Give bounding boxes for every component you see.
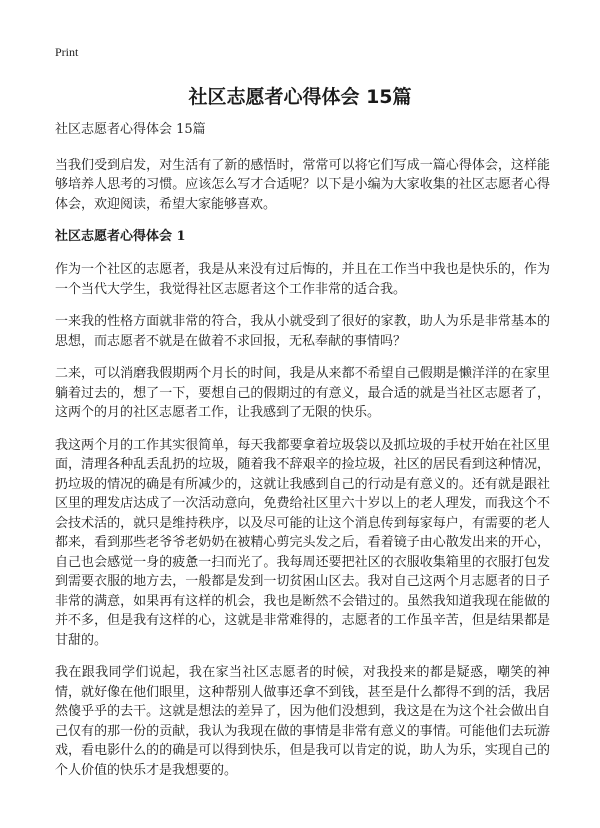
print-link[interactable]: Print (55, 45, 79, 59)
intro-paragraph: 当我们受到启发，对生活有了新的感悟时，常常可以将它们写成一篇心得体会，这样能够培养人思考的习惯。应该怎么写才合适呢？以下是小编为大家收集的社区志愿者心得体会，欢迎阅读，希望大家能够喜欢。 (55, 157, 550, 212)
paragraph: 我在跟我同学们说起，我在家当社区志愿者的时候，对我投来的都是疑惑，嘲笑的神情，就好像在他们眼里，这种帮别人做事还拿不到钱，甚至是什么都得不到的活，我居然傻乎乎的去干。这就是想法的差异了，因为他们没想到，我这是在为这个社会做出自己仅有的那一份的贡献，我认为我现在做的事情是非常有意义的事情。可能他们去玩游戏，看电影什么的的确是可以得到快乐，但是我可以肯定的说，助人为乐，实现自己的个人价值的快乐才是我想要的。 (55, 665, 550, 778)
article-body (55, 120, 550, 793)
page-title: 社区志愿者心得体会 15篇 (188, 86, 412, 108)
article-subtitle: 社区志愿者心得体会 15篇 (55, 122, 206, 137)
section-heading: 社区志愿者心得体会 1 (55, 229, 186, 244)
paragraph: 一来我的性格方面就非常的符合，我从小就受到了很好的家教，助人为乐是非常基本的思想，而志愿者不就是在做着不求回报，无私奉献的事情吗？ (55, 314, 550, 349)
paragraph: 我这两个月的工作其实很简单，每天我都要拿着垃圾袋以及抓垃圾的手杖开始在社区里面，清理各种乱丢乱扔的垃圾，随着我不辞艰辛的捡垃圾，社区的居民看到这种情况，扔垃圾的情况的确是有所减少的，这就让我感到自己的行动是有意义的。还有就是跟社区里的理发店达成了一次活动意向，免费给社区里六十岁以上的老人理发，而我这个不会技术活的，就只是维持秩序，以及尽可能的让这个消息传到每家每户，有需要的老人都来，看到那些老爷爷老奶奶在被精心剪完头发之后，看着镜子由心散发出来的开心，自己也会感觉一身的疲惫一扫而光了。我每周还要把社区的衣服收集箱里的衣服打包发到需要衣服的地方去，一般都是发到一切贫困山区去。我对自己这两个月志愿者的日子非常的满意，如果再有这样的机会，我也是断然不会错过的。虽然我知道我现在能做的并不多，但是我有这样的心，这就是非常难得的，志愿者的工作虽辛苦，但是结果都是甘甜的。 (55, 437, 550, 648)
paragraph: 作为一个社区的志愿者，我是从来没有过后悔的，并且在工作当中我也是快乐的，作为一个当代大学生，我觉得社区志愿者这个工作非常的适合我。 (55, 262, 550, 297)
paragraph: 二来，可以消磨我假期两个月长的时间，我是从来都不希望自己假期是懒洋洋的在家里躺着过去的，想了一下，要想自己的假期过的有意义，最合适的就是当社区志愿者了，这两个的月的社区志愿者工作，让我感到了无限的快乐。 (55, 366, 550, 420)
